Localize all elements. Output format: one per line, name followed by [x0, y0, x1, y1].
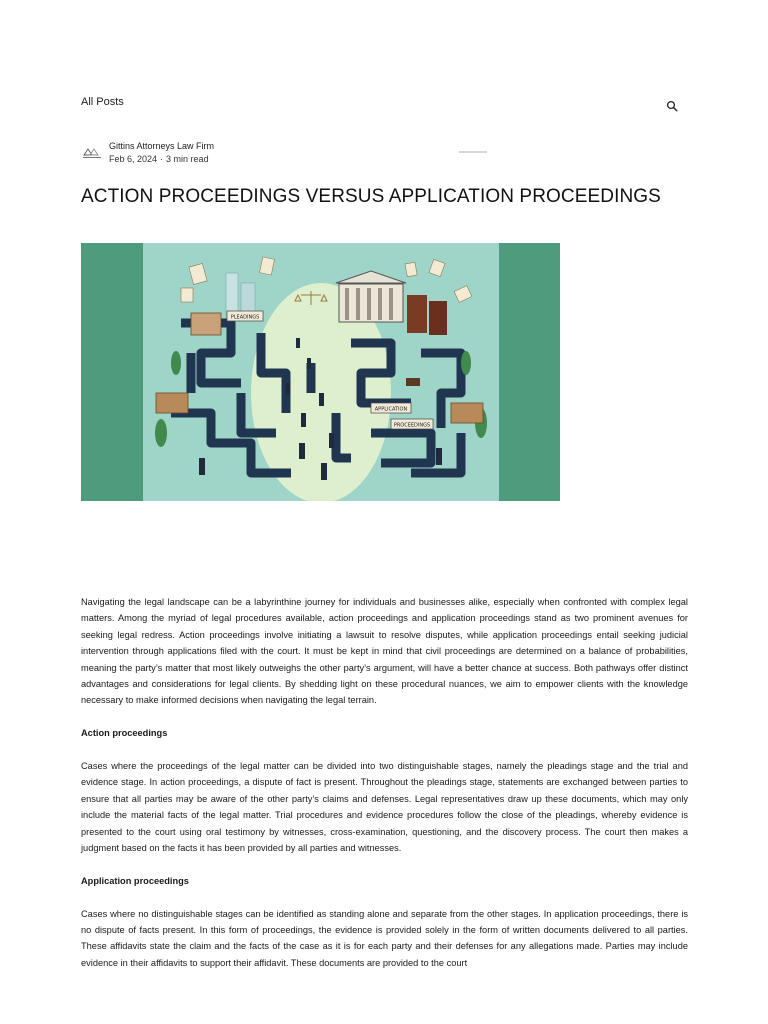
proceedings-sign-text: PROCEEDINGS: [393, 422, 431, 429]
heading-action-proceedings: Action proceedings: [81, 728, 168, 739]
all-posts-link[interactable]: All Posts: [81, 96, 124, 108]
more-actions-mark[interactable]: [459, 151, 487, 153]
gavel-icon: [406, 378, 420, 386]
paragraph-application-proceedings: Cases where no distinguishable stages can be identified as standing alone and separate from the other stages. In application proceedings, there is no dispute of facts present. In this form of proceedings, the evidence is provided solely in the form of written documents delivered to all parties. These affidavits state the claim and the facts of the case as it is for each party and their defenses for any allegations made. Parties may include evidence in their affidavits to support their affidavit. These documents are provided to the court: [81, 908, 688, 968]
pleadings-sign-text: PLEADINGS: [230, 314, 260, 321]
paragraph-action-proceedings: Cases where the proceedings of the legal matter can be divided into two distinguishable stages, namely the pleadings stage and the trial and evidence stage. In action proceedings, a dispute of fact is present. Throughout the pleadings stage, statements are exchanged between parties to ensure that all parties may be aware of the other party’s claims and defenses. Legal representatives draw up these documents, which may only include the material facts of the legal matter. Trial procedures and evidence procedures follow the close of the pleadings, whereby evidence is presented to the court using oral testimony by witnesses, cross-examination, questioning, and the discovery process. The court then makes a judgment based on the facts it has been provided by all parties and witnesses.: [81, 761, 688, 854]
proceedings-sign: [391, 419, 433, 429]
post-author-row: [81, 140, 501, 170]
heading-application-proceedings: Application proceedings: [81, 875, 189, 886]
paragraph-intro: Navigating the legal landscape can be a labyrinthine journey for individuals and businesses alike, especially when confronted with complex legal matters. Among the myriad of legal procedures available, action proceedings and application proceedings stand as two prominent avenues for seeking legal redress. Action proceedings involve initiating a lawsuit to resolve disputes, while application proceedings entail seeking judicial intervention through applications filed with the court. It must be kept in mind that civil proceedings are determined on a balance of probabilities, meaning the party’s matter that most likely outweighs the other party’s argument, will have a better chance at success. Both pathways offer distinct advantages and considerations for legal clients. By shedding light on these procedural nuances, we aim to empower clients with the knowledge necessary to make informed decisions when navigating the legal terrain.: [81, 597, 688, 706]
author-name[interactable]: Gittins Attorneys Law Firm: [109, 141, 215, 151]
application-sign: [371, 403, 411, 413]
read-time: 3 min read: [166, 154, 209, 164]
meta-separator: ·: [160, 154, 164, 164]
search-icon[interactable]: [666, 100, 678, 112]
post-date: Feb 6, 2024: [109, 154, 158, 164]
hero-illustration: [81, 243, 560, 501]
post-body: [81, 594, 688, 971]
post-title: ACTION PROCEEDINGS VERSUS APPLICATION PROCEEDINGS: [81, 186, 661, 207]
blog-nav: [81, 96, 681, 116]
post-meta: [109, 154, 209, 164]
pleadings-sign: [227, 311, 263, 321]
author-avatar[interactable]: [81, 146, 103, 160]
application-sign-text: APPLICATION: [374, 406, 408, 413]
maze-illustration: [81, 243, 560, 501]
